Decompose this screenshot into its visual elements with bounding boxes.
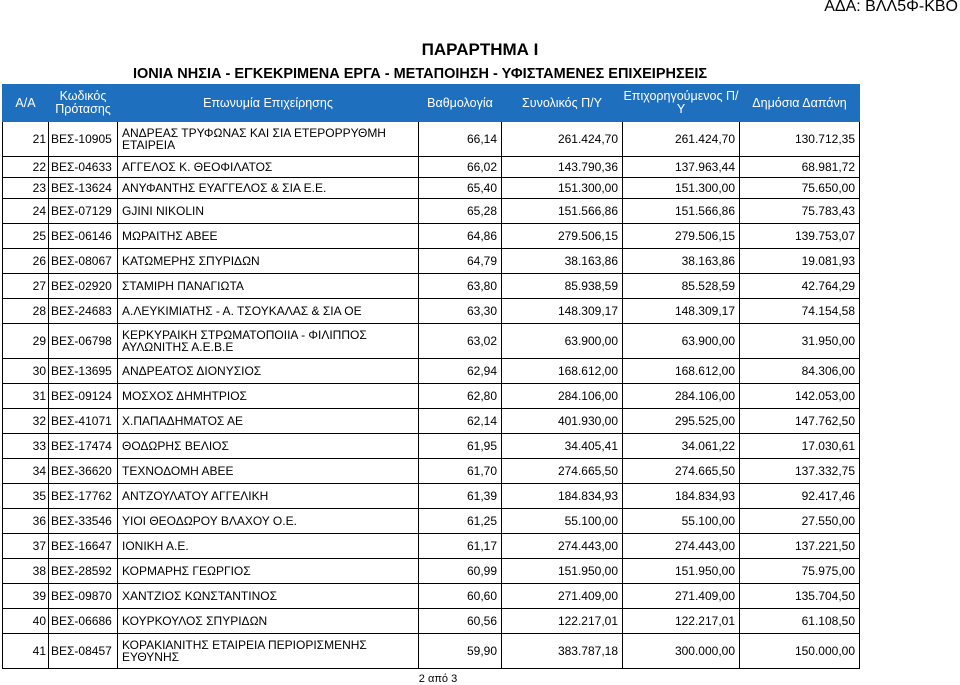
cell-subsidized: 274.443,00 xyxy=(623,534,740,559)
table-row xyxy=(3,157,860,178)
cell-score: 63,30 xyxy=(419,299,502,324)
cell-aa: 22 xyxy=(3,157,49,178)
cell-total: 143.790,36 xyxy=(502,157,623,178)
cell-score: 60,56 xyxy=(419,609,502,634)
cell-total: 279.506,15 xyxy=(502,224,623,249)
cell-subsidized: 184.834,93 xyxy=(623,484,740,509)
table-body xyxy=(3,122,860,669)
cell-code: ΒΕΣ-02920 xyxy=(49,274,118,299)
cell-total: 261.424,70 xyxy=(502,122,623,157)
cell-aa: 33 xyxy=(3,434,49,459)
cell-name: ΚΟΡΜΑΡΗΣ ΓΕΩΡΓΙΟΣ xyxy=(118,559,419,584)
cell-aa: 25 xyxy=(3,224,49,249)
cell-code: ΒΕΣ-24683 xyxy=(49,299,118,324)
cell-aa: 37 xyxy=(3,534,49,559)
cell-aa: 27 xyxy=(3,274,49,299)
cell-score: 59,90 xyxy=(419,634,502,669)
table-row xyxy=(3,409,860,434)
cell-name: ΜΟΣΧΟΣ ΔΗΜΗΤΡΙΟΣ xyxy=(118,384,419,409)
cell-public: 130.712,35 xyxy=(740,122,860,157)
cell-code: ΒΕΣ-08067 xyxy=(49,249,118,274)
table-row xyxy=(3,359,860,384)
cell-code: ΒΕΣ-08457 xyxy=(49,634,118,669)
cell-score: 64,86 xyxy=(419,224,502,249)
cell-name: ΙΟΝΙΚΗ Α.Ε. xyxy=(118,534,419,559)
cell-aa: 21 xyxy=(3,122,49,157)
table-row xyxy=(3,484,860,509)
cell-code: ΒΕΣ-16647 xyxy=(49,534,118,559)
cell-public: 75.650,00 xyxy=(740,178,860,199)
cell-subsidized: 168.612,00 xyxy=(623,359,740,384)
cell-public: 150.000,00 xyxy=(740,634,860,669)
cell-public: 31.950,00 xyxy=(740,324,860,359)
table-row xyxy=(3,178,860,199)
cell-code: ΒΕΣ-13624 xyxy=(49,178,118,199)
cell-subsidized: 63.900,00 xyxy=(623,324,740,359)
cell-name: ΥΙΟΙ ΘΕΟΔΩΡΟΥ ΒΛΑΧΟΥ Ο.Ε. xyxy=(118,509,419,534)
cell-total: 85.938,59 xyxy=(502,274,623,299)
cell-total: 401.930,00 xyxy=(502,409,623,434)
cell-public: 137.332,75 xyxy=(740,459,860,484)
cell-public: 137.221,50 xyxy=(740,534,860,559)
cell-score: 61,39 xyxy=(419,484,502,509)
cell-total: 284.106,00 xyxy=(502,384,623,409)
cell-subsidized: 38.163,86 xyxy=(623,249,740,274)
cell-public: 142.053,00 xyxy=(740,384,860,409)
cell-code: ΒΕΣ-33546 xyxy=(49,509,118,534)
cell-aa: 31 xyxy=(3,384,49,409)
cell-public: 19.081,93 xyxy=(740,249,860,274)
cell-name: ΑΓΓΕΛΟΣ Κ. ΘΕΟΦΙΛΑΤΟΣ xyxy=(118,157,419,178)
cell-code: ΒΕΣ-41071 xyxy=(49,409,118,434)
table-row xyxy=(3,559,860,584)
cell-subsidized: 279.506,15 xyxy=(623,224,740,249)
cell-public: 27.550,00 xyxy=(740,509,860,534)
table-row xyxy=(3,584,860,609)
projects-table xyxy=(2,84,860,669)
cell-code: ΒΕΣ-13695 xyxy=(49,359,118,384)
cell-name: ΧΑΝΤΖΙΟΣ ΚΩΝΣΤΑΝΤΙΝΟΣ xyxy=(118,584,419,609)
cell-score: 64,79 xyxy=(419,249,502,274)
cell-aa: 38 xyxy=(3,559,49,584)
cell-total: 122.217,01 xyxy=(502,609,623,634)
cell-aa: 24 xyxy=(3,199,49,224)
cell-subsidized: 151.300,00 xyxy=(623,178,740,199)
table-header xyxy=(3,85,860,122)
table-row xyxy=(3,509,860,534)
table-row xyxy=(3,249,860,274)
col-score: Βαθμολογία xyxy=(419,85,502,122)
cell-public: 61.108,50 xyxy=(740,609,860,634)
cell-score: 63,02 xyxy=(419,324,502,359)
cell-score: 62,80 xyxy=(419,384,502,409)
cell-code: ΒΕΣ-04633 xyxy=(49,157,118,178)
cell-aa: 39 xyxy=(3,584,49,609)
cell-total: 38.163,86 xyxy=(502,249,623,274)
col-code: Κωδικός Πρότασης xyxy=(49,85,118,122)
cell-score: 66,02 xyxy=(419,157,502,178)
cell-code: ΒΕΣ-06686 xyxy=(49,609,118,634)
table-row xyxy=(3,224,860,249)
cell-subsidized: 151.566,86 xyxy=(623,199,740,224)
cell-code: ΒΕΣ-07129 xyxy=(49,199,118,224)
document-subtitle: ΙΟΝΙΑ ΝΗΣΙΑ - ΕΓΚΕΚΡΙΜΕΝΑ ΕΡΓΑ - ΜΕΤΑΠΟΙΗΣΗ - ΥΦΙΣΤΑΜΕΝΕΣ ΕΠΙΧΕΙΡΗΣΕΙΣ xyxy=(133,66,708,82)
cell-code: ΒΕΣ-28592 xyxy=(49,559,118,584)
cell-total: 271.409,00 xyxy=(502,584,623,609)
cell-score: 60,60 xyxy=(419,584,502,609)
cell-score: 66,14 xyxy=(419,122,502,157)
cell-aa: 32 xyxy=(3,409,49,434)
cell-aa: 35 xyxy=(3,484,49,509)
cell-code: ΒΕΣ-09870 xyxy=(49,584,118,609)
cell-aa: 26 xyxy=(3,249,49,274)
cell-aa: 34 xyxy=(3,459,49,484)
cell-name: ΜΩΡΑΙΤΗΣ ΑΒΕΕ xyxy=(118,224,419,249)
cell-total: 34.405,41 xyxy=(502,434,623,459)
cell-name: Α.ΛΕΥΚΙΜΙΑΤΗΣ - Α. ΤΣΟΥΚΑΛΑΣ & ΣΙΑ ΟΕ xyxy=(118,299,419,324)
table-row xyxy=(3,434,860,459)
cell-total: 55.100,00 xyxy=(502,509,623,534)
cell-aa: 36 xyxy=(3,509,49,534)
cell-aa: 29 xyxy=(3,324,49,359)
cell-code: ΒΕΣ-17474 xyxy=(49,434,118,459)
cell-name: ΑΝΔΡΕΑΤΟΣ ΔΙΟΝΥΣΙΟΣ xyxy=(118,359,419,384)
table-row xyxy=(3,634,860,669)
cell-code: ΒΕΣ-10905 xyxy=(49,122,118,157)
cell-name: ΚΟΡΑΚΙΑΝΙΤΗΣ ΕΤΑΙΡΕΙΑ ΠΕΡΙΟΡΙΣΜΕΝΗΣ ΕΥΘΥΝΗΣ xyxy=(118,634,419,669)
cell-public: 42.764,29 xyxy=(740,274,860,299)
page-number: 2 από 3 xyxy=(418,673,458,685)
col-public: Δημόσια Δαπάνη xyxy=(740,85,860,122)
cell-subsidized: 85.528,59 xyxy=(623,274,740,299)
cell-subsidized: 137.963,44 xyxy=(623,157,740,178)
cell-public: 17.030,61 xyxy=(740,434,860,459)
cell-public: 147.762,50 xyxy=(740,409,860,434)
cell-code: ΒΕΣ-36620 xyxy=(49,459,118,484)
cell-total: 383.787,18 xyxy=(502,634,623,669)
cell-total: 148.309,17 xyxy=(502,299,623,324)
table-row xyxy=(3,122,860,157)
annex-title: ΠΑΡΑΡΤΗΜΑ Ι xyxy=(421,40,539,59)
cell-aa: 41 xyxy=(3,634,49,669)
cell-name: Χ.ΠΑΠΑΔΗΜΑΤΟΣ ΑΕ xyxy=(118,409,419,434)
cell-score: 61,95 xyxy=(419,434,502,459)
cell-code: ΒΕΣ-09124 xyxy=(49,384,118,409)
cell-aa: 30 xyxy=(3,359,49,384)
cell-score: 62,14 xyxy=(419,409,502,434)
cell-score: 63,80 xyxy=(419,274,502,299)
table-row xyxy=(3,384,860,409)
table-row xyxy=(3,199,860,224)
table-row xyxy=(3,299,860,324)
cell-total: 151.300,00 xyxy=(502,178,623,199)
cell-score: 61,17 xyxy=(419,534,502,559)
cell-name: ΣΤΑΜΙΡΗ ΠΑΝΑΓΙΩΤΑ xyxy=(118,274,419,299)
cell-public: 75.975,00 xyxy=(740,559,860,584)
cell-score: 65,40 xyxy=(419,178,502,199)
cell-code: ΒΕΣ-06798 xyxy=(49,324,118,359)
cell-score: 60,99 xyxy=(419,559,502,584)
cell-code: ΒΕΣ-17762 xyxy=(49,484,118,509)
table-row xyxy=(3,459,860,484)
cell-code: ΒΕΣ-06146 xyxy=(49,224,118,249)
cell-total: 63.900,00 xyxy=(502,324,623,359)
col-name: Επωνυμία Επιχείρησης xyxy=(118,85,419,122)
cell-total: 184.834,93 xyxy=(502,484,623,509)
col-total: Συνολικός Π/Υ xyxy=(502,85,623,122)
col-aa: Α/Α xyxy=(3,85,49,122)
cell-total: 168.612,00 xyxy=(502,359,623,384)
cell-subsidized: 148.309,17 xyxy=(623,299,740,324)
cell-subsidized: 300.000,00 xyxy=(623,634,740,669)
cell-subsidized: 122.217,01 xyxy=(623,609,740,634)
document-code: ΑΔΑ: ΒΛΛ5Φ-ΚΒΟ xyxy=(824,0,958,15)
table-row xyxy=(3,609,860,634)
cell-subsidized: 271.409,00 xyxy=(623,584,740,609)
col-subsidized: Επιχορηγούμενος Π/Υ xyxy=(623,85,740,122)
cell-total: 151.566,86 xyxy=(502,199,623,224)
cell-subsidized: 55.100,00 xyxy=(623,509,740,534)
cell-subsidized: 274.665,50 xyxy=(623,459,740,484)
cell-name: ΑΝΥΦΑΝΤΗΣ ΕΥΑΓΓΕΛΟΣ & ΣΙΑ Ε.Ε. xyxy=(118,178,419,199)
cell-name: ΚΟΥΡΚΟΥΛΟΣ ΣΠΥΡΙΔΩΝ xyxy=(118,609,419,634)
cell-name: ΚΕΡΚΥΡΑΙΚΗ ΣΤΡΩΜΑΤΟΠΟΙΙΑ - ΦΙΛΙΠΠΟΣ ΑΥΛΩΝΙΤΗΣ Α.Ε.Β.Ε xyxy=(118,324,419,359)
cell-public: 74.154,58 xyxy=(740,299,860,324)
cell-score: 62,94 xyxy=(419,359,502,384)
cell-aa: 23 xyxy=(3,178,49,199)
cell-public: 68.981,72 xyxy=(740,157,860,178)
cell-subsidized: 261.424,70 xyxy=(623,122,740,157)
table-row xyxy=(3,534,860,559)
cell-public: 75.783,43 xyxy=(740,199,860,224)
cell-subsidized: 295.525,00 xyxy=(623,409,740,434)
table-row xyxy=(3,274,860,299)
cell-name: GJINI NIKOLIN xyxy=(118,199,419,224)
cell-subsidized: 34.061,22 xyxy=(623,434,740,459)
cell-public: 135.704,50 xyxy=(740,584,860,609)
cell-name: ΚΑΤΩΜΕΡΗΣ ΣΠΥΡΙΔΩΝ xyxy=(118,249,419,274)
cell-public: 92.417,46 xyxy=(740,484,860,509)
cell-public: 139.753,07 xyxy=(740,224,860,249)
cell-name: ΑΝΔΡΕΑΣ ΤΡΥΦΩΝΑΣ ΚΑΙ ΣΙΑ ΕΤΕΡΟΡΡΥΘΜΗ ΕΤΑΙΡΕΙΑ xyxy=(118,122,419,157)
cell-aa: 40 xyxy=(3,609,49,634)
cell-subsidized: 151.950,00 xyxy=(623,559,740,584)
cell-score: 65,28 xyxy=(419,199,502,224)
cell-name: ΑΝΤΖΟΥΛΑΤΟΥ ΑΓΓΕΛΙΚΗ xyxy=(118,484,419,509)
cell-total: 151.950,00 xyxy=(502,559,623,584)
cell-public: 84.306,00 xyxy=(740,359,860,384)
cell-subsidized: 284.106,00 xyxy=(623,384,740,409)
cell-score: 61,70 xyxy=(419,459,502,484)
cell-total: 274.443,00 xyxy=(502,534,623,559)
cell-name: ΤΕΧΝΟΔΟΜΗ ΑΒΕΕ xyxy=(118,459,419,484)
cell-name: ΘΟΔΩΡΗΣ ΒΕΛΙΟΣ xyxy=(118,434,419,459)
cell-score: 61,25 xyxy=(419,509,502,534)
table-row xyxy=(3,324,860,359)
cell-aa: 28 xyxy=(3,299,49,324)
cell-total: 274.665,50 xyxy=(502,459,623,484)
